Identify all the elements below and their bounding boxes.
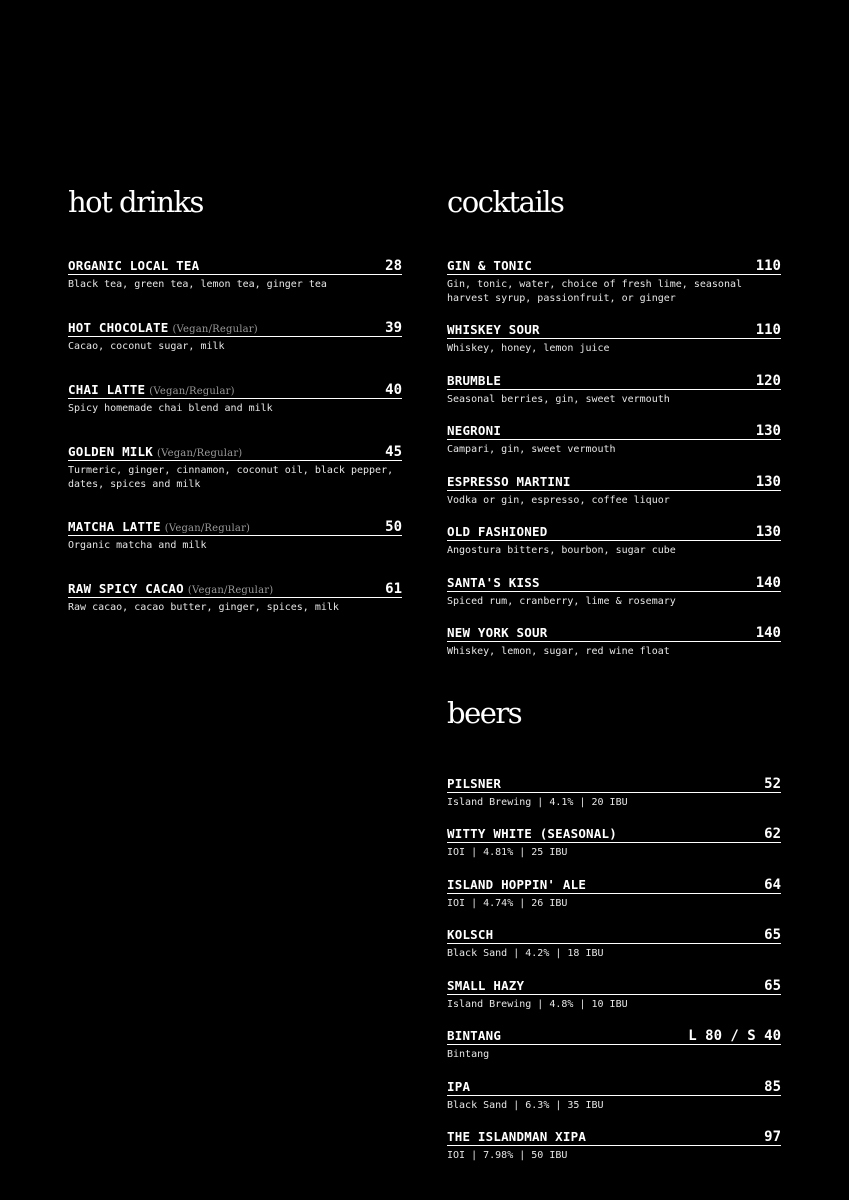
item-price: 110 — [755, 322, 781, 338]
item-description: Black Sand | 6.3% | 35 IBU — [447, 1099, 604, 1111]
item-header — [447, 876, 781, 894]
menu-item — [447, 1078, 781, 1129]
item-name: IPA — [447, 1078, 471, 1094]
item-name: ISLAND HOPPIN' ALE — [447, 876, 587, 892]
item-header — [68, 257, 402, 275]
item-description: Angostura bitters, bourbon, sugar cube — [447, 545, 676, 556]
menu-item — [68, 319, 402, 381]
item-price: 110 — [755, 258, 781, 274]
cocktails-section — [447, 182, 781, 675]
menu-item — [447, 1128, 781, 1179]
item-header — [447, 926, 781, 944]
menu-item — [68, 257, 402, 319]
item-description: IOI | 4.81% | 25 IBU — [447, 847, 568, 858]
item-price: 65 — [764, 927, 781, 943]
item-price: 65 — [764, 977, 781, 994]
item-header — [447, 825, 781, 843]
item-price: 130 — [755, 473, 781, 490]
hot-drinks-title: hot drinks — [68, 185, 203, 219]
item-price: 97 — [764, 1129, 781, 1145]
item-name: GIN & TONIC — [447, 258, 532, 273]
item-name: BRUMBLE — [447, 372, 502, 388]
item-description: Whiskey, lemon, sugar, red wine float — [447, 646, 670, 657]
item-name: OLD FASHIONED — [447, 524, 548, 539]
item-header — [447, 1078, 781, 1096]
item-description: Black Sand | 4.2% | 18 IBU — [447, 948, 604, 959]
item-name: NEGRONI — [447, 423, 502, 438]
item-description: IOI | 7.98% | 50 IBU — [447, 1150, 568, 1161]
item-price: L 80 / S 40 — [688, 1028, 781, 1044]
item-note: (Vegan/Regular) — [149, 386, 235, 397]
menu-item — [447, 926, 781, 977]
item-name: WHISKEY SOUR — [447, 322, 540, 337]
item-price: 52 — [764, 775, 781, 792]
item-header — [447, 321, 781, 339]
item-description: Bintang — [447, 1049, 490, 1060]
item-name: PILSNER — [447, 775, 502, 791]
beers-section — [447, 693, 781, 1179]
item-description: Turmeric, ginger, cinnamon, coconut oil, black pepper, dates, spices and milk — [68, 465, 394, 490]
item-header — [447, 372, 781, 390]
item-price: 130 — [755, 423, 781, 439]
item-header — [68, 443, 402, 461]
cocktails-title: cocktails — [447, 185, 564, 219]
menu-item — [447, 1027, 781, 1078]
item-header — [447, 422, 781, 440]
menu-item — [447, 825, 781, 876]
item-description: Island Brewing | 4.1% | 20 IBU — [447, 796, 628, 808]
menu-item — [447, 775, 781, 826]
item-note: (Vegan/Regular) — [164, 523, 251, 534]
item-description: Spicy homemade chai blend and milk — [68, 403, 273, 414]
menu-item — [68, 518, 402, 580]
item-header — [447, 473, 781, 491]
item-header — [447, 624, 781, 642]
item-description: Spiced rum, cranberry, lime & rosemary — [447, 595, 676, 607]
menu-item — [447, 372, 781, 423]
item-description: Vodka or gin, espresso, coffee liquor — [447, 494, 670, 506]
item-description: Gin, tonic, water, choice of fresh lime, seasonal harvest syrup, passionfruit, or ginger — [447, 279, 743, 304]
menu-item — [447, 257, 781, 321]
item-price: 130 — [755, 524, 781, 540]
item-header — [447, 977, 781, 995]
item-price: 45 — [385, 444, 402, 460]
item-description: Whiskey, honey, lemon juice — [447, 343, 610, 354]
item-description: Seasonal berries, gin, sweet vermouth — [447, 393, 670, 405]
menu-item — [68, 381, 402, 443]
item-note: (Vegan/Regular) — [156, 448, 243, 459]
item-header — [68, 381, 402, 399]
item-header — [68, 580, 402, 598]
item-price: 28 — [385, 258, 402, 274]
item-header — [447, 574, 781, 592]
item-note: (Vegan/Regular) — [187, 585, 274, 596]
item-header — [447, 257, 781, 275]
item-price: 39 — [385, 320, 402, 336]
item-name: NEW YORK SOUR — [447, 625, 548, 640]
menu-item — [447, 876, 781, 927]
menu-item — [447, 321, 781, 372]
item-name: CHAI LATTE (Vegan/Regular) — [68, 382, 235, 397]
menu-item — [447, 523, 781, 574]
item-name: ORGANIC LOCAL TEA — [68, 258, 200, 273]
menu-item — [447, 473, 781, 524]
item-name: BINTANG — [447, 1028, 502, 1043]
menu-item — [68, 443, 402, 518]
item-description: Island Brewing | 4.8% | 10 IBU — [447, 998, 628, 1010]
item-note: (Vegan/Regular) — [172, 324, 258, 335]
item-header — [68, 518, 402, 536]
item-price: 140 — [755, 574, 781, 591]
item-description: Cacao, coconut sugar, milk — [68, 341, 225, 352]
item-name: SANTA'S KISS — [447, 574, 540, 590]
menu-item — [447, 422, 781, 473]
item-name: RAW SPICY CACAO (Vegan/Regular) — [68, 581, 274, 596]
item-price: 64 — [764, 876, 781, 893]
item-name: ESPRESSO MARTINI — [447, 473, 571, 489]
item-description: Black tea, green tea, lemon tea, ginger tea — [68, 279, 327, 290]
item-header — [68, 319, 402, 337]
menu-item — [447, 624, 781, 675]
item-description: Campari, gin, sweet vermouth — [447, 444, 616, 455]
item-header — [447, 775, 781, 793]
menu-item — [68, 580, 402, 642]
item-name: SMALL HAZY — [447, 977, 525, 993]
beers-list — [447, 775, 781, 1179]
hot-drinks-list — [68, 257, 402, 642]
item-price: 85 — [764, 1078, 781, 1095]
menu-item — [447, 977, 781, 1028]
item-price: 62 — [764, 826, 781, 842]
cocktails-list — [447, 257, 781, 675]
item-name: KOLSCH — [447, 927, 494, 942]
menu-item — [447, 574, 781, 625]
item-name: THE ISLANDMAN XIPA — [447, 1129, 587, 1144]
item-description: Organic matcha and milk — [68, 540, 207, 551]
item-price: 120 — [755, 372, 781, 389]
item-price: 140 — [755, 625, 781, 641]
hot-drinks-section — [68, 182, 402, 642]
item-description: IOI | 4.74% | 26 IBU — [447, 897, 568, 909]
item-name: WITTY WHITE (SEASONAL) — [447, 826, 617, 841]
left-column — [68, 182, 402, 642]
beers-title: beers — [447, 695, 522, 730]
item-header — [447, 1128, 781, 1146]
item-header — [447, 1027, 781, 1045]
item-name: MATCHA LATTE (Vegan/Regular) — [68, 519, 251, 534]
item-header — [447, 523, 781, 541]
item-description: Raw cacao, cacao butter, ginger, spices, milk — [68, 602, 339, 613]
item-price: 50 — [385, 519, 402, 535]
item-price: 40 — [385, 382, 402, 398]
item-name: GOLDEN MILK (Vegan/Regular) — [68, 444, 243, 459]
right-column — [447, 182, 781, 1179]
item-price: 61 — [385, 581, 402, 597]
item-name: HOT CHOCOLATE (Vegan/Regular) — [68, 320, 258, 335]
